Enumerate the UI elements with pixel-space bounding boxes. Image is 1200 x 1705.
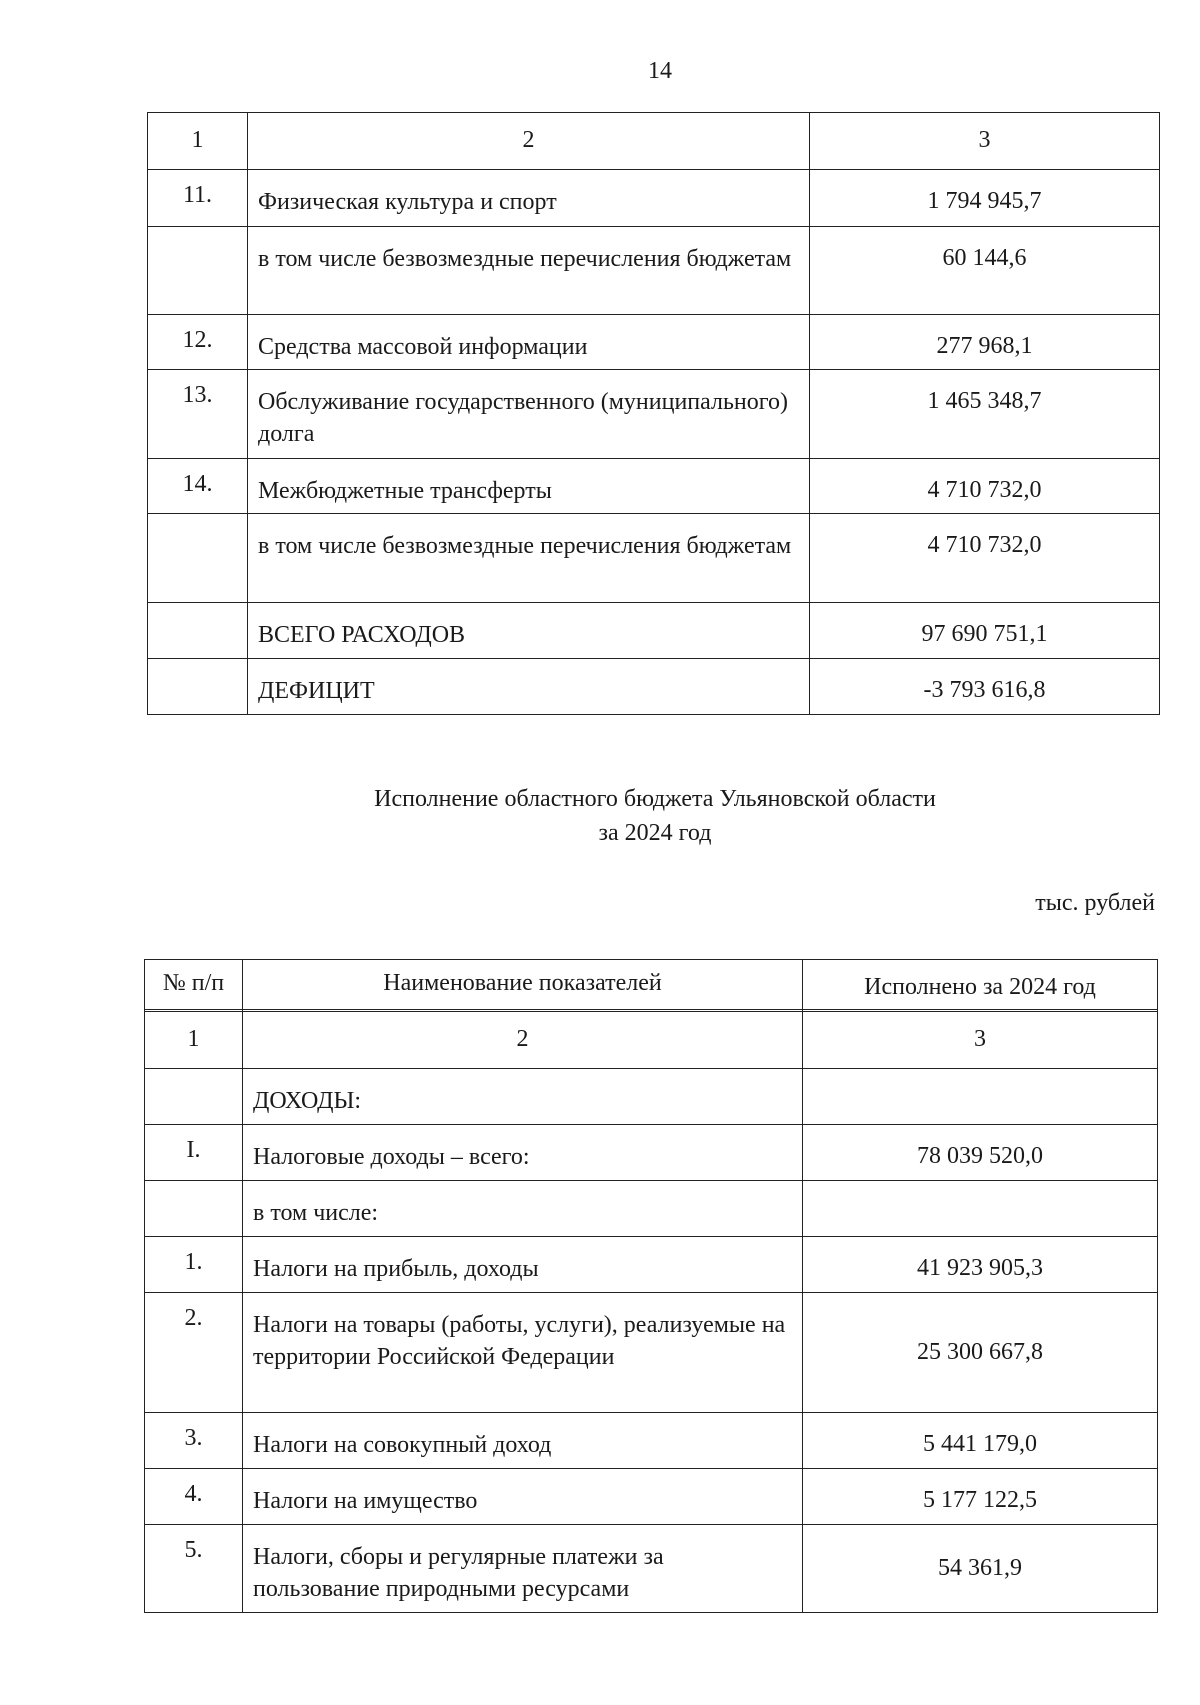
row-name: в том числе: xyxy=(243,1181,803,1237)
row-value xyxy=(803,1069,1158,1125)
table-row xyxy=(145,1525,1158,1613)
row-value: 25 300 667,8 xyxy=(803,1293,1158,1413)
row-name: в том числе безвозмездные перечисления бюджетам xyxy=(248,227,810,315)
column-header-name: Наименование показателей xyxy=(243,960,803,1012)
row-name: ДЕФИЦИТ xyxy=(248,659,810,715)
row-name: ДОХОДЫ: xyxy=(243,1069,803,1125)
header-double-rule xyxy=(144,1009,1157,1010)
row-value: 97 690 751,1 xyxy=(810,603,1160,659)
report-title xyxy=(0,782,1200,850)
row-name: Физическая культура и спорт xyxy=(248,170,810,227)
report-title-line-1: Исполнение областного бюджета Ульяновской области xyxy=(374,786,936,812)
column-number-2: 2 xyxy=(248,113,810,170)
row-value: 54 361,9 xyxy=(803,1525,1158,1613)
table-column-numbers xyxy=(145,1012,1158,1069)
table-row xyxy=(148,659,1160,715)
row-name: Налоги на товары (работы, услуги), реализуемые на территории Российской Федерации xyxy=(243,1293,803,1413)
table-row xyxy=(148,514,1160,603)
row-number: I. xyxy=(145,1125,243,1181)
row-name: Налоги на совокупный доход xyxy=(243,1413,803,1469)
row-value: 277 968,1 xyxy=(810,315,1160,370)
row-name: Средства массовой информации xyxy=(248,315,810,370)
table-row xyxy=(145,1469,1158,1525)
row-value: 4 710 732,0 xyxy=(810,514,1160,603)
table-row xyxy=(148,603,1160,659)
row-name: Межбюджетные трансферты xyxy=(248,459,810,514)
row-number: 1. xyxy=(145,1237,243,1293)
row-value: -3 793 616,8 xyxy=(810,659,1160,715)
row-name: Налоги на имущество xyxy=(243,1469,803,1525)
row-number: 2. xyxy=(145,1293,243,1413)
column-number-1: 1 xyxy=(148,113,248,170)
expenses-table xyxy=(147,112,1160,715)
row-number: 14. xyxy=(148,459,248,514)
row-value: 1 465 348,7 xyxy=(810,370,1160,459)
units-label: тыс. рублей xyxy=(1035,890,1155,916)
row-name: Обслуживание государственного (муниципального) долга xyxy=(248,370,810,459)
row-number: 13. xyxy=(148,370,248,459)
row-name: Налоги на прибыль, доходы xyxy=(243,1237,803,1293)
table-row xyxy=(148,227,1160,315)
row-value: 60 144,6 xyxy=(810,227,1160,315)
column-number-3: 3 xyxy=(803,1012,1158,1069)
table-row xyxy=(145,1413,1158,1469)
row-value: 5 441 179,0 xyxy=(803,1413,1158,1469)
table-column-headers xyxy=(145,960,1158,1012)
row-value xyxy=(803,1181,1158,1237)
table-row xyxy=(145,1125,1158,1181)
row-value: 41 923 905,3 xyxy=(803,1237,1158,1293)
row-name: ВСЕГО РАСХОДОВ xyxy=(248,603,810,659)
row-value: 4 710 732,0 xyxy=(810,459,1160,514)
row-number: 5. xyxy=(145,1525,243,1613)
table-row xyxy=(145,1293,1158,1413)
row-number: 4. xyxy=(145,1469,243,1525)
budget-execution-table xyxy=(144,959,1158,1613)
column-number-2: 2 xyxy=(243,1012,803,1069)
column-number-3: 3 xyxy=(810,113,1160,170)
row-name: Налоговые доходы – всего: xyxy=(243,1125,803,1181)
table-header-row xyxy=(148,113,1160,170)
report-title-line-2: за 2024 год xyxy=(598,820,712,846)
table-row xyxy=(148,315,1160,370)
row-number xyxy=(148,603,248,659)
table-row xyxy=(148,459,1160,514)
column-header-number: № п/п xyxy=(145,960,243,1012)
table-row xyxy=(148,170,1160,227)
row-number: 12. xyxy=(148,315,248,370)
row-number xyxy=(148,514,248,603)
column-header-value: Исполнено за 2024 год xyxy=(803,960,1158,1012)
table-row xyxy=(145,1181,1158,1237)
row-value: 5 177 122,5 xyxy=(803,1469,1158,1525)
row-number xyxy=(145,1069,243,1125)
table-row xyxy=(145,1237,1158,1293)
column-number-1: 1 xyxy=(145,1012,243,1069)
row-value: 78 039 520,0 xyxy=(803,1125,1158,1181)
row-value: 1 794 945,7 xyxy=(810,170,1160,227)
table-row xyxy=(148,370,1160,459)
row-number xyxy=(145,1181,243,1237)
table-row xyxy=(145,1069,1158,1125)
row-number xyxy=(148,227,248,315)
row-number: 11. xyxy=(148,170,248,227)
row-number xyxy=(148,659,248,715)
row-name: Налоги, сборы и регулярные платежи за пользование природными ресурсами xyxy=(243,1525,803,1613)
row-name: в том числе безвозмездные перечисления бюджетам xyxy=(248,514,810,603)
page-number: 14 xyxy=(648,58,672,84)
row-number: 3. xyxy=(145,1413,243,1469)
